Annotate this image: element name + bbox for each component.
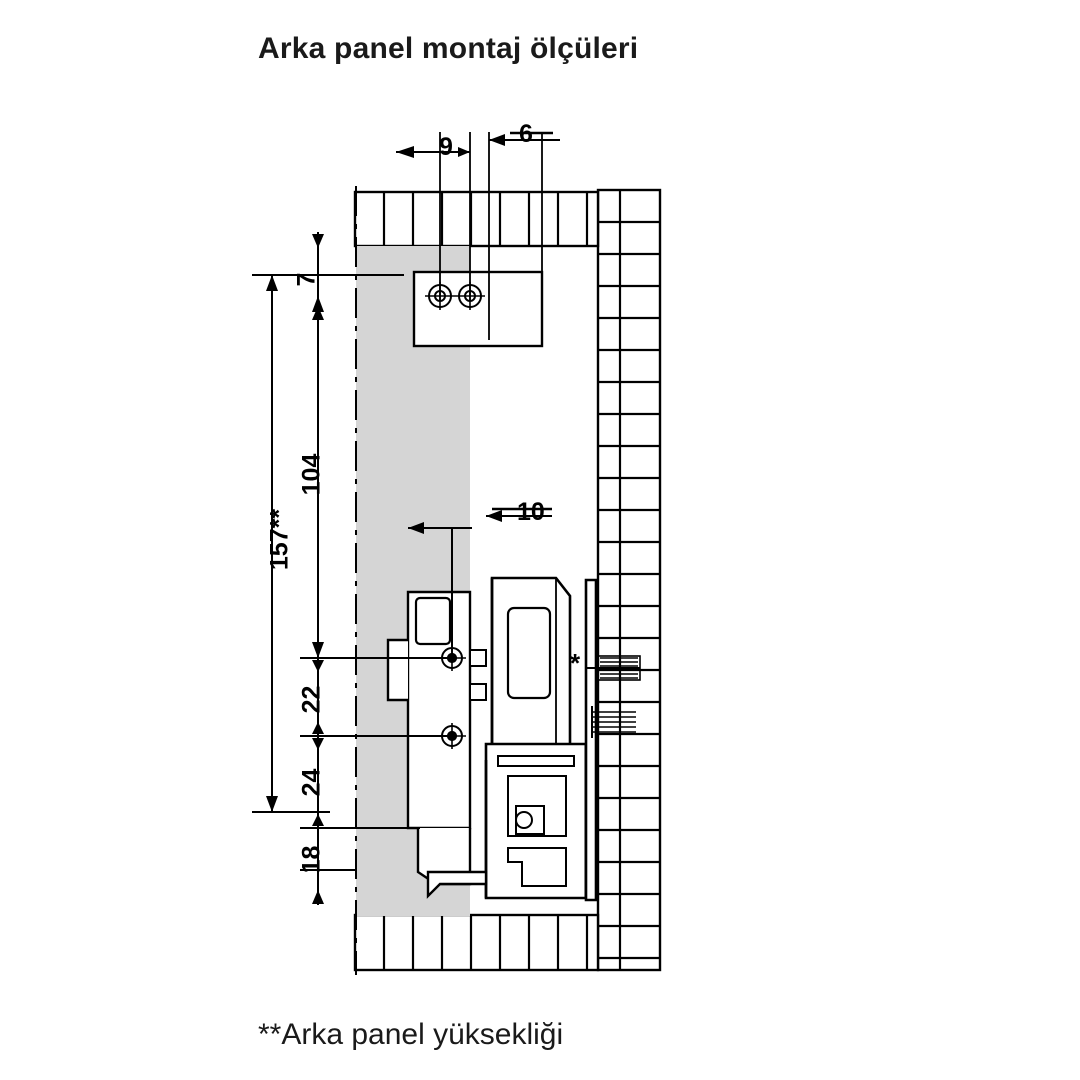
page-title: Arka panel montaj ölçüleri <box>258 32 639 65</box>
dim-label-9: 9 <box>439 133 453 161</box>
rear-connector <box>586 580 596 900</box>
dim-line-9 <box>396 146 470 158</box>
dim-label-22: 22 <box>297 685 326 714</box>
dim-label-104: 104 <box>297 453 326 496</box>
back-panel-bracket <box>414 272 542 346</box>
annotation-star: * <box>570 648 581 678</box>
dim-label-24: 24 <box>297 768 326 797</box>
dim-label-18: 18 <box>297 845 326 874</box>
drawer-runner <box>492 578 570 756</box>
bottom-board <box>355 915 598 970</box>
cabinet-side-panel <box>598 190 660 970</box>
dim-label-157: 157** <box>265 508 294 571</box>
top-board <box>355 192 598 246</box>
footnote-text: **Arka panel yüksekliği <box>258 1018 564 1051</box>
dim-label-7: 7 <box>292 272 321 287</box>
dim-label-10: 10 <box>517 498 545 526</box>
dim-label-6: 6 <box>519 120 533 148</box>
